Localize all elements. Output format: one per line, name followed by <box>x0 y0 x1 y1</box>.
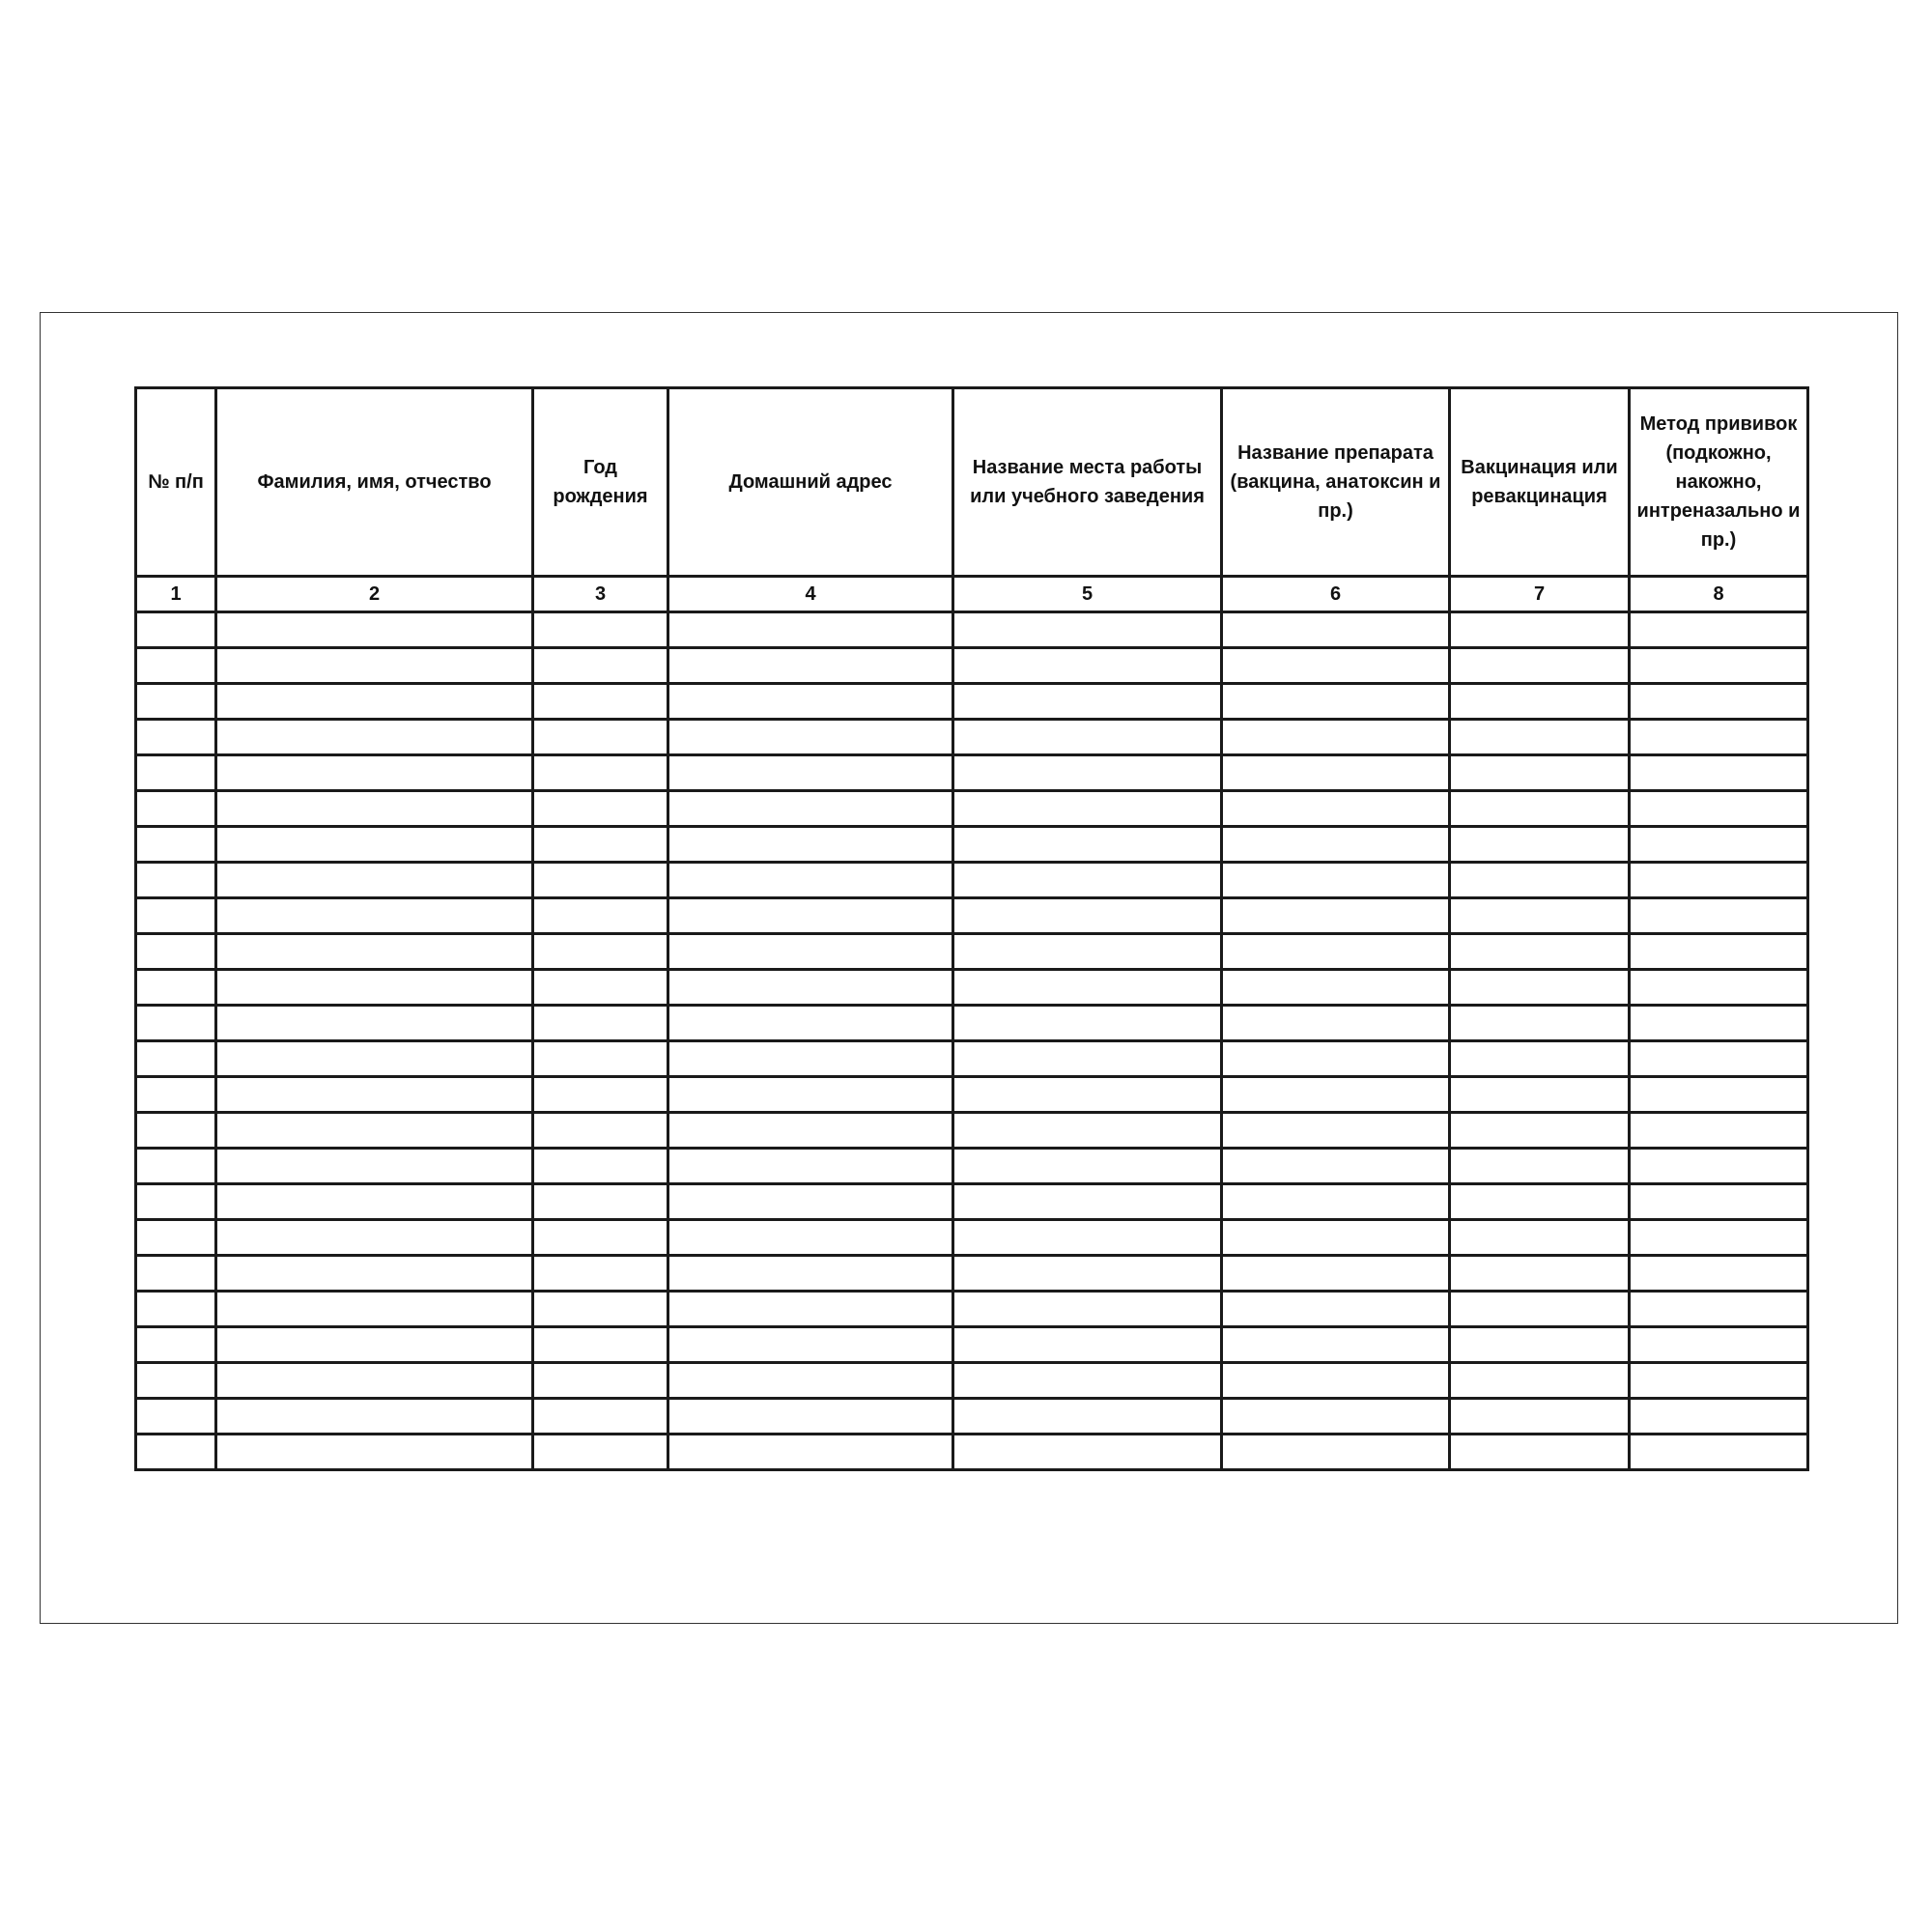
empty-cell <box>216 720 533 755</box>
empty-cell <box>1450 1292 1630 1327</box>
table-row <box>136 898 1808 934</box>
empty-cell <box>953 720 1222 755</box>
column-number: 2 <box>216 577 533 612</box>
empty-cell <box>533 755 668 791</box>
empty-cell <box>533 1363 668 1399</box>
header-row <box>136 388 1808 577</box>
empty-cell <box>1222 684 1450 720</box>
empty-cell <box>1450 1077 1630 1113</box>
empty-cell <box>533 1256 668 1292</box>
table-row <box>136 1363 1808 1399</box>
table-row <box>136 755 1808 791</box>
table-row <box>136 1327 1808 1363</box>
table-row <box>136 1149 1808 1184</box>
empty-cell <box>1222 1292 1450 1327</box>
table-row <box>136 827 1808 863</box>
empty-cell <box>216 1435 533 1470</box>
empty-cell <box>668 1256 953 1292</box>
empty-cell <box>1630 1399 1808 1435</box>
empty-cell <box>136 827 216 863</box>
empty-cell <box>1450 1220 1630 1256</box>
empty-cell <box>1450 863 1630 898</box>
empty-cell <box>533 1184 668 1220</box>
empty-cell <box>136 1435 216 1470</box>
empty-cell <box>1222 1220 1450 1256</box>
empty-cell <box>216 898 533 934</box>
empty-cell <box>533 1077 668 1113</box>
empty-cell <box>668 1149 953 1184</box>
empty-cell <box>136 1184 216 1220</box>
empty-cell <box>136 1149 216 1184</box>
empty-cell <box>1222 898 1450 934</box>
empty-cell <box>668 755 953 791</box>
table-row <box>136 1041 1808 1077</box>
empty-cell <box>953 1113 1222 1149</box>
empty-cell <box>1630 898 1808 934</box>
table-row <box>136 1435 1808 1470</box>
empty-cell <box>1450 1435 1630 1470</box>
header-cell-method: Метод прививок (подкожно, накожно, интреназально и пр.) <box>1630 388 1808 577</box>
empty-cell <box>136 1292 216 1327</box>
empty-cell <box>216 1149 533 1184</box>
empty-cell <box>216 970 533 1006</box>
empty-cell <box>1222 1256 1450 1292</box>
empty-cell <box>1222 970 1450 1006</box>
empty-cell <box>1630 934 1808 970</box>
empty-cell <box>953 934 1222 970</box>
empty-cell <box>668 1184 953 1220</box>
table-row <box>136 934 1808 970</box>
empty-cell <box>216 1220 533 1256</box>
empty-cell <box>533 898 668 934</box>
empty-cell <box>1222 612 1450 648</box>
empty-cell <box>1450 648 1630 684</box>
empty-cell <box>533 827 668 863</box>
header-cell-home-address: Домашний адрес <box>668 388 953 577</box>
empty-cell <box>1222 648 1450 684</box>
empty-cell <box>1222 1399 1450 1435</box>
empty-cell <box>533 970 668 1006</box>
empty-cell <box>1450 1327 1630 1363</box>
empty-cell <box>1222 827 1450 863</box>
empty-cell <box>1222 1113 1450 1149</box>
header-cell-full-name: Фамилия, имя, отчество <box>216 388 533 577</box>
empty-cell <box>136 612 216 648</box>
table-row <box>136 1220 1808 1256</box>
empty-cell <box>668 720 953 755</box>
column-number: 3 <box>533 577 668 612</box>
table-row <box>136 863 1808 898</box>
empty-cell <box>668 612 953 648</box>
empty-cell <box>668 1041 953 1077</box>
empty-cell <box>533 1399 668 1435</box>
empty-cell <box>1630 1077 1808 1113</box>
empty-cell <box>533 791 668 827</box>
empty-cell <box>136 1077 216 1113</box>
table-row <box>136 1006 1808 1041</box>
table-row <box>136 1256 1808 1292</box>
empty-cell <box>136 934 216 970</box>
empty-cell <box>953 1256 1222 1292</box>
empty-cell <box>1222 791 1450 827</box>
empty-cell <box>1630 1435 1808 1470</box>
empty-cell <box>953 1327 1222 1363</box>
empty-cell <box>1630 720 1808 755</box>
empty-cell <box>216 648 533 684</box>
empty-cell <box>953 1435 1222 1470</box>
empty-cell <box>1630 1041 1808 1077</box>
empty-cell <box>953 1041 1222 1077</box>
empty-cell <box>216 934 533 970</box>
empty-cell <box>1450 1149 1630 1184</box>
empty-cell <box>953 791 1222 827</box>
empty-cell <box>953 863 1222 898</box>
empty-cell <box>1630 791 1808 827</box>
empty-cell <box>953 827 1222 863</box>
empty-cell <box>1630 1184 1808 1220</box>
empty-cell <box>1222 1149 1450 1184</box>
column-number-row <box>136 577 1808 612</box>
empty-cell <box>136 791 216 827</box>
empty-cell <box>668 970 953 1006</box>
empty-cell <box>136 755 216 791</box>
empty-cell <box>668 934 953 970</box>
empty-cell <box>533 1149 668 1184</box>
empty-cell <box>136 898 216 934</box>
empty-cell <box>1222 863 1450 898</box>
empty-cell <box>668 827 953 863</box>
empty-cell <box>953 1292 1222 1327</box>
empty-cell <box>668 684 953 720</box>
empty-cell <box>1630 648 1808 684</box>
empty-cell <box>668 863 953 898</box>
empty-cell <box>1450 755 1630 791</box>
empty-cell <box>1450 970 1630 1006</box>
empty-cell <box>1630 755 1808 791</box>
empty-cell <box>1222 1077 1450 1113</box>
column-number: 7 <box>1450 577 1630 612</box>
empty-cell <box>1630 1220 1808 1256</box>
empty-cell <box>953 1077 1222 1113</box>
empty-cell <box>668 648 953 684</box>
empty-cell <box>533 1292 668 1327</box>
empty-cell <box>216 827 533 863</box>
vaccination-register-table <box>134 386 1809 1471</box>
empty-cell <box>1450 684 1630 720</box>
empty-cell <box>1630 1363 1808 1399</box>
header-cell-row-number: № п/п <box>136 388 216 577</box>
empty-cell <box>1630 1292 1808 1327</box>
empty-cell <box>216 1363 533 1399</box>
table-row <box>136 1399 1808 1435</box>
empty-cell <box>136 863 216 898</box>
empty-cell <box>216 1041 533 1077</box>
empty-cell <box>953 1363 1222 1399</box>
empty-cell <box>216 1327 533 1363</box>
empty-cell <box>216 1006 533 1041</box>
empty-cell <box>1450 720 1630 755</box>
empty-cell <box>1450 1041 1630 1077</box>
table-row <box>136 1113 1808 1149</box>
empty-cell <box>216 755 533 791</box>
empty-cell <box>1630 827 1808 863</box>
empty-cell <box>1630 970 1808 1006</box>
table-row <box>136 791 1808 827</box>
empty-cell <box>1450 1256 1630 1292</box>
empty-cell <box>668 791 953 827</box>
empty-cell <box>668 1363 953 1399</box>
empty-cell <box>1630 1327 1808 1363</box>
empty-cell <box>136 1399 216 1435</box>
empty-cell <box>953 970 1222 1006</box>
empty-cell <box>1630 1149 1808 1184</box>
empty-cell <box>1222 720 1450 755</box>
empty-cell <box>953 898 1222 934</box>
column-number: 8 <box>1630 577 1808 612</box>
empty-cell <box>136 1256 216 1292</box>
empty-cell <box>533 934 668 970</box>
empty-cell <box>953 648 1222 684</box>
empty-cell <box>216 1077 533 1113</box>
empty-cell <box>216 1292 533 1327</box>
column-number: 6 <box>1222 577 1450 612</box>
empty-cell <box>216 1256 533 1292</box>
empty-cell <box>136 684 216 720</box>
empty-cell <box>1450 827 1630 863</box>
table-row <box>136 1292 1808 1327</box>
empty-cell <box>953 1399 1222 1435</box>
empty-cell <box>136 970 216 1006</box>
empty-cell <box>136 1220 216 1256</box>
empty-cell <box>1450 1113 1630 1149</box>
empty-cell <box>216 791 533 827</box>
empty-cell <box>953 1184 1222 1220</box>
empty-cell <box>668 1220 953 1256</box>
empty-cell <box>136 1113 216 1149</box>
header-cell-preparation: Название препарата (вакцина, анатоксин и пр.) <box>1222 388 1450 577</box>
empty-cell <box>1450 934 1630 970</box>
empty-cell <box>136 1327 216 1363</box>
empty-cell <box>668 1327 953 1363</box>
empty-cell <box>1450 791 1630 827</box>
empty-cell <box>533 1041 668 1077</box>
empty-cell <box>1222 1006 1450 1041</box>
empty-cell <box>1450 1399 1630 1435</box>
empty-cell <box>533 1220 668 1256</box>
empty-cell <box>533 648 668 684</box>
empty-cell <box>1630 684 1808 720</box>
empty-cell <box>216 684 533 720</box>
table-row <box>136 648 1808 684</box>
empty-cell <box>136 720 216 755</box>
empty-cell <box>1222 1184 1450 1220</box>
empty-cell <box>1450 612 1630 648</box>
empty-cell <box>136 1041 216 1077</box>
empty-cell <box>668 898 953 934</box>
empty-cell <box>1630 612 1808 648</box>
column-number: 4 <box>668 577 953 612</box>
header-cell-birth-year: Год рождения <box>533 388 668 577</box>
empty-cell <box>1222 1363 1450 1399</box>
empty-cell <box>953 1006 1222 1041</box>
column-number: 5 <box>953 577 1222 612</box>
table-row <box>136 970 1808 1006</box>
empty-cell <box>1630 1113 1808 1149</box>
empty-cell <box>533 1113 668 1149</box>
empty-cell <box>136 1363 216 1399</box>
empty-cell <box>1450 898 1630 934</box>
empty-cell <box>1222 1041 1450 1077</box>
empty-cell <box>668 1113 953 1149</box>
empty-cell <box>1222 755 1450 791</box>
empty-cell <box>1630 1006 1808 1041</box>
table-row <box>136 1184 1808 1220</box>
empty-cell <box>668 1077 953 1113</box>
empty-cell <box>216 1113 533 1149</box>
column-number: 1 <box>136 577 216 612</box>
empty-cell <box>533 863 668 898</box>
empty-cell <box>533 612 668 648</box>
header-cell-vaccination-type: Вакцинация или ревакцинация <box>1450 388 1630 577</box>
empty-cell <box>533 720 668 755</box>
empty-cell <box>953 755 1222 791</box>
empty-cell <box>216 612 533 648</box>
empty-cell <box>216 1184 533 1220</box>
empty-cell <box>1222 934 1450 970</box>
empty-cell <box>668 1399 953 1435</box>
empty-cell <box>533 1327 668 1363</box>
empty-cell <box>136 648 216 684</box>
empty-cell <box>668 1435 953 1470</box>
table-row <box>136 1077 1808 1113</box>
empty-cell <box>1222 1435 1450 1470</box>
header-cell-workplace: Название места работы или учебного заведения <box>953 388 1222 577</box>
empty-cell <box>1450 1363 1630 1399</box>
empty-cell <box>1630 1256 1808 1292</box>
empty-cell <box>668 1006 953 1041</box>
empty-cell <box>533 1435 668 1470</box>
empty-cell <box>136 1006 216 1041</box>
empty-cell <box>216 1399 533 1435</box>
empty-cell <box>668 1292 953 1327</box>
empty-cell <box>1450 1006 1630 1041</box>
empty-cell <box>533 684 668 720</box>
table-row <box>136 684 1808 720</box>
empty-cell <box>953 612 1222 648</box>
empty-cell <box>1450 1184 1630 1220</box>
empty-cell <box>953 1220 1222 1256</box>
empty-cell <box>953 1149 1222 1184</box>
table-row <box>136 720 1808 755</box>
table-row <box>136 612 1808 648</box>
empty-cell <box>1222 1327 1450 1363</box>
empty-cell <box>1630 863 1808 898</box>
empty-cell <box>953 684 1222 720</box>
empty-cell <box>533 1006 668 1041</box>
empty-cell <box>216 863 533 898</box>
